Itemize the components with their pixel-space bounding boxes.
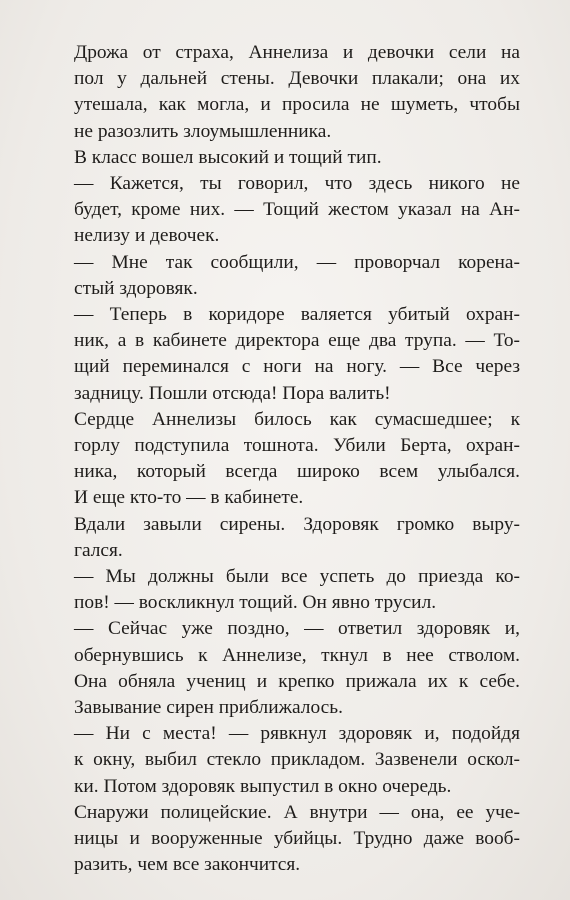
paragraph [74,512,520,564]
paragraph [74,721,520,800]
text-line: стый здоровяк. [74,277,198,299]
text-line: ки. Потом здоровяк выпустил в окно очередь. [74,775,452,797]
text-line: ницы и вооруженные убийцы. Трудно даже вооб- [74,828,520,850]
paragraph [74,800,520,879]
text-line: щий переминался с ноги на ногу. — Все через [74,356,520,378]
text-line: — Мне так сообщили, — проворчал корена- [74,251,520,273]
text-line: утешала, как могла, и просила не шуметь, чтобы [74,94,520,116]
paragraph [74,407,520,512]
text-line: — Ни с места! — рявкнул здоровяк и, подойдя [74,723,520,745]
text-line: — Сейчас уже поздно, — ответил здоровяк и, [74,618,520,640]
text-line: не разозлить злоумышленника. [74,120,332,142]
text-line: Завывание сирен приближалось. [74,697,343,719]
text-line: — Мы должны были все успеть до приезда ко- [74,566,520,588]
text-line: гался. [74,539,123,561]
paragraph [74,145,520,171]
paragraph [74,564,520,616]
paragraph [74,302,520,407]
text-line: задницу. Пошли отсюда! Пора валить! [74,382,391,404]
text-line: пол у дальней стены. Девочки плакали; она их [74,68,520,90]
text-line: Вдали завыли сирены. Здоровяк громко выру- [74,513,520,535]
text-line: — Кажется, ты говорил, что здесь никого не [74,173,520,195]
text-line: нелизу и девочек. [74,225,220,247]
text-line: горлу подступила тошнота. Убили Берта, охран- [74,435,520,457]
text-line: разить, чем все закончится. [74,854,301,876]
text-line: ник, а в кабинете директора еще два трупа. — То- [74,330,520,352]
paragraph [74,40,520,145]
text-line: И еще кто-то — в кабинете. [74,487,304,509]
text-line: ника, который всегда широко всем улыбался. [74,461,520,483]
text-line: — Теперь в коридоре валяется убитый охран- [74,304,520,326]
paragraph [74,616,520,721]
text-line: Снаружи полицейские. А внутри — она, ее уче- [74,801,520,823]
paragraph [74,250,520,302]
text-line: к окну, выбил стекло прикладом. Зазвенели оскол- [74,749,520,771]
text-line: Сердце Аннелизы билось как сумасшедшее; к [74,408,520,430]
text-line: будет, кроме них. — Тощий жестом указал на Ан- [74,199,520,221]
text-line: Дрожа от страха, Аннелиза и девочки сели на [74,42,520,63]
paragraph [74,171,520,250]
text-line: обернувшись к Аннелизе, ткнул в нее стволом. [74,644,520,666]
text-line: Она обняла учениц и крепко прижала их к себе. [74,670,520,692]
text-line: пов! — воскликнул тощий. Он явно трусил. [74,592,437,614]
text-line: В класс вошел высокий и тощий тип. [74,146,382,168]
page-text [74,40,520,879]
